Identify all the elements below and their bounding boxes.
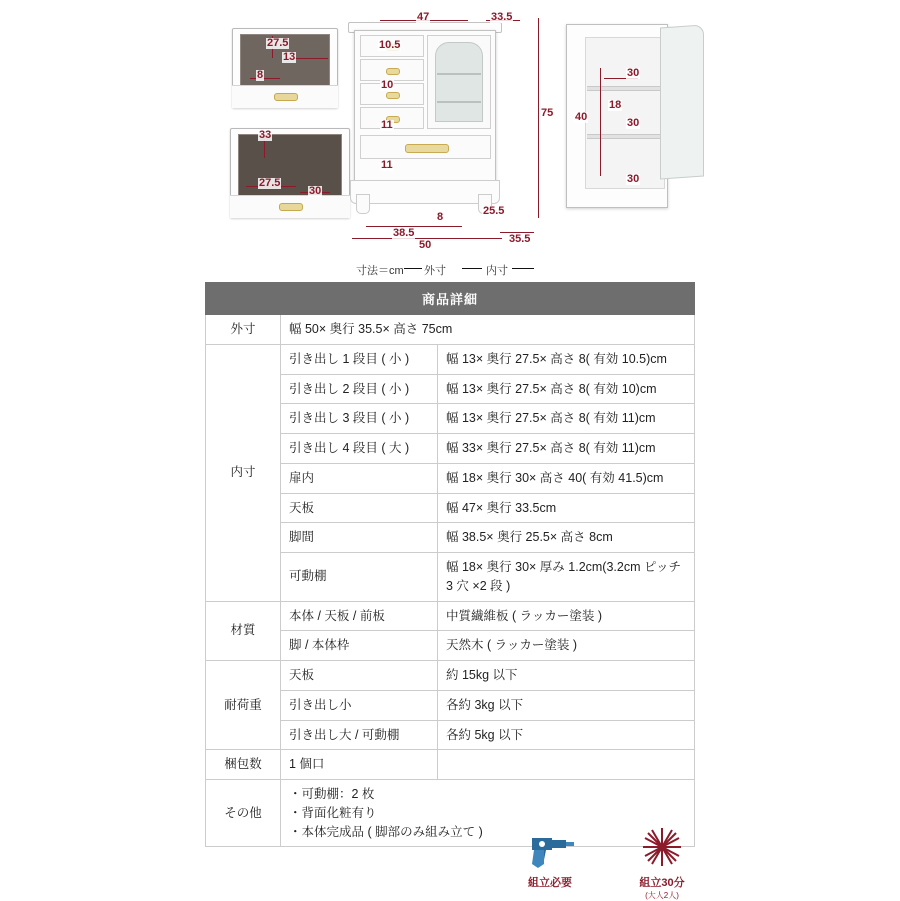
dim-body-width: 50	[419, 239, 432, 251]
dim-drawer2-effective: 10	[381, 79, 394, 91]
row-value-top-board: 幅 47× 奥行 33.5cm	[438, 493, 695, 523]
row-value-material-body: 中質繊維板 ( ラッカー塗装 )	[438, 601, 695, 631]
table-row	[206, 344, 695, 374]
starburst-icon	[634, 826, 690, 872]
product-dimension-diagram	[0, 0, 900, 282]
drawer-large-front-panel	[230, 195, 350, 218]
table-row	[206, 315, 695, 345]
row-value-drawer-4: 幅 33× 奥行 27.5× 高さ 8( 有効 11)cm	[438, 434, 695, 464]
cabinet-open-shelf-2	[587, 134, 663, 139]
row-value-drawer-3: 幅 13× 奥行 27.5× 高さ 8( 有効 11)cm	[438, 404, 695, 434]
row-value-adjustable-shelf: 幅 18× 奥行 30× 厚み 1.2cm(3.2cm ピッチ 3 穴 ×2 段 )	[438, 553, 695, 602]
dim-drawer3-effective: 11	[381, 119, 393, 131]
row-value-outer-size: 幅 50× 奥行 35.5× 高さ 75cm	[281, 315, 695, 345]
dim-large-drawer-height: 33	[259, 129, 272, 141]
cabinet-door-glass	[435, 42, 483, 122]
row-value-leg-space: 幅 38.5× 奥行 25.5× 高さ 8cm	[438, 523, 695, 553]
table-row	[206, 601, 695, 631]
dim-drawer4-effective: 11	[381, 159, 393, 171]
dimline-small-drawer-width	[250, 78, 280, 79]
table-row	[206, 750, 695, 780]
table-header-title: 商品詳細	[206, 283, 695, 315]
dim-total-height: 75	[541, 107, 554, 119]
dim-body-depth: 35.5	[509, 233, 531, 245]
cabinet-shelf-upper	[437, 73, 481, 75]
legend-arrow-inner-2	[512, 268, 534, 269]
assembly-required-badge	[505, 826, 595, 890]
row-value-drawer-1: 幅 13× 奥行 27.5× 高さ 8( 有効 10.5)cm	[438, 344, 695, 374]
row-sub-drawer-3: 引き出し 3 段目 ( 小 )	[281, 404, 438, 434]
row-sub-drawer-2: 引き出し 2 段目 ( 小 )	[281, 374, 438, 404]
cabinet-large-drawer	[360, 135, 491, 159]
footer-icons	[0, 826, 900, 900]
cabinet-open-shelf-1	[587, 86, 663, 91]
dimline-leg-span-width	[366, 226, 462, 227]
other-line-2: ・背面化粧有り	[289, 805, 377, 820]
row-sub-adjustable-shelf: 可動棚	[281, 553, 438, 602]
dim-door-height: 40	[575, 111, 588, 123]
assembly-time-sub: (大人2人)	[645, 891, 679, 900]
cabinet-glass-door	[427, 35, 491, 129]
row-sub-material-leg: 脚 / 本体枠	[281, 631, 438, 661]
dimline-door-height	[600, 68, 601, 176]
dim-leg-span-depth: 25.5	[483, 205, 505, 217]
product-detail-table	[205, 282, 695, 847]
legend-arrow-inner	[462, 268, 482, 269]
drawer-large-knob	[279, 203, 303, 211]
product-detail-table-wrapper	[205, 282, 695, 847]
assembly-time-badge	[612, 826, 712, 901]
dim-door-depth-top: 30	[627, 67, 640, 79]
other-line-3: ・本体完成品 ( 脚部のみ組み立て )	[289, 824, 483, 839]
dim-leg-span-width: 38.5	[393, 227, 415, 239]
row-sub-package-count: 1 個口	[281, 750, 438, 780]
row-label-inner-size: 内寸	[206, 344, 281, 601]
row-sub-load-small-drawer: 引き出し小	[281, 690, 438, 720]
row-value-drawer-2: 幅 13× 奥行 27.5× 高さ 8( 有効 10)cm	[438, 374, 695, 404]
cabinet-front-illustration	[348, 22, 500, 214]
legend-inner: 内寸	[486, 265, 508, 277]
row-value-load-small-drawer: 各約 3kg 以下	[438, 690, 695, 720]
assembly-required-label: 組立必要	[528, 877, 572, 889]
drawer-3-knob	[386, 92, 400, 99]
dim-shelf-depth-bottom: 30	[627, 173, 640, 185]
row-label-load-capacity: 耐荷重	[206, 661, 281, 750]
row-label-outer-size: 外寸	[206, 315, 281, 345]
row-value-load-large-drawer: 各約 5kg 以下	[438, 720, 695, 750]
row-sub-drawer-1: 引き出し 1 段目 ( 小 )	[281, 344, 438, 374]
drawer-small-knob	[274, 93, 298, 101]
dim-top-width: 47	[417, 11, 430, 23]
drill-icon	[524, 826, 576, 872]
row-sub-load-large-drawer: 引き出し大 / 可動棚	[281, 720, 438, 750]
legend-outer: 外寸	[424, 265, 446, 277]
row-sub-leg-space: 脚間	[281, 523, 438, 553]
table-row	[206, 661, 695, 691]
cabinet-open-interior	[585, 37, 665, 189]
legend-arrow-outer	[404, 268, 422, 269]
other-line-1: ・可動棚：2 枚	[289, 787, 375, 801]
table-header-row	[206, 283, 695, 315]
row-label-package-count: 梱包数	[206, 750, 281, 780]
row-sub-load-top: 天板	[281, 661, 438, 691]
dim-large-drawer-depth: 30	[309, 185, 322, 197]
cabinet-body	[354, 30, 496, 182]
dim-shelf-depth-mid: 30	[627, 117, 640, 129]
drawer-large-illustration	[230, 128, 350, 218]
dim-top-depth: 33.5	[491, 11, 513, 23]
legend-unit: 寸法＝cm	[356, 265, 404, 277]
row-label-other: その他	[206, 780, 281, 847]
row-value-door-interior: 幅 18× 奥行 30× 高さ 40( 有効 41.5)cm	[438, 463, 695, 493]
dim-small-drawer-depth: 13	[283, 51, 296, 63]
drawer-small-front-panel	[232, 85, 338, 108]
cabinet-open-door	[660, 24, 704, 179]
assembly-time-label: 組立30分	[639, 877, 685, 889]
row-value-load-top: 約 15kg 以下	[438, 661, 695, 691]
cabinet-drawer-2	[360, 59, 424, 81]
cabinet-large-drawer-handle	[405, 144, 449, 153]
drawer-2-knob	[386, 68, 400, 75]
row-sub-material-body: 本体 / 天板 / 前板	[281, 601, 438, 631]
dimline-total-height	[538, 18, 539, 218]
row-value-material-leg: 天然木 ( ラッカー塗装 )	[438, 631, 695, 661]
row-sub-door-interior: 扉内	[281, 463, 438, 493]
cabinet-shelf-lower	[437, 101, 481, 103]
dim-small-drawer-width: 8	[257, 69, 264, 81]
row-value-package-count	[438, 750, 695, 780]
dim-large-drawer-width: 27.5	[259, 177, 281, 189]
cabinet-leg-left	[356, 194, 370, 214]
row-sub-drawer-4: 引き出し 4 段目 ( 大 )	[281, 434, 438, 464]
dim-door-width: 18	[609, 99, 622, 111]
dim-leg-height: 8	[437, 211, 444, 223]
row-label-material: 材質	[206, 601, 281, 661]
dim-drawer1-effective: 10.5	[379, 39, 401, 51]
dim-small-drawer-height: 27.5	[267, 37, 289, 49]
row-sub-top-board: 天板	[281, 493, 438, 523]
